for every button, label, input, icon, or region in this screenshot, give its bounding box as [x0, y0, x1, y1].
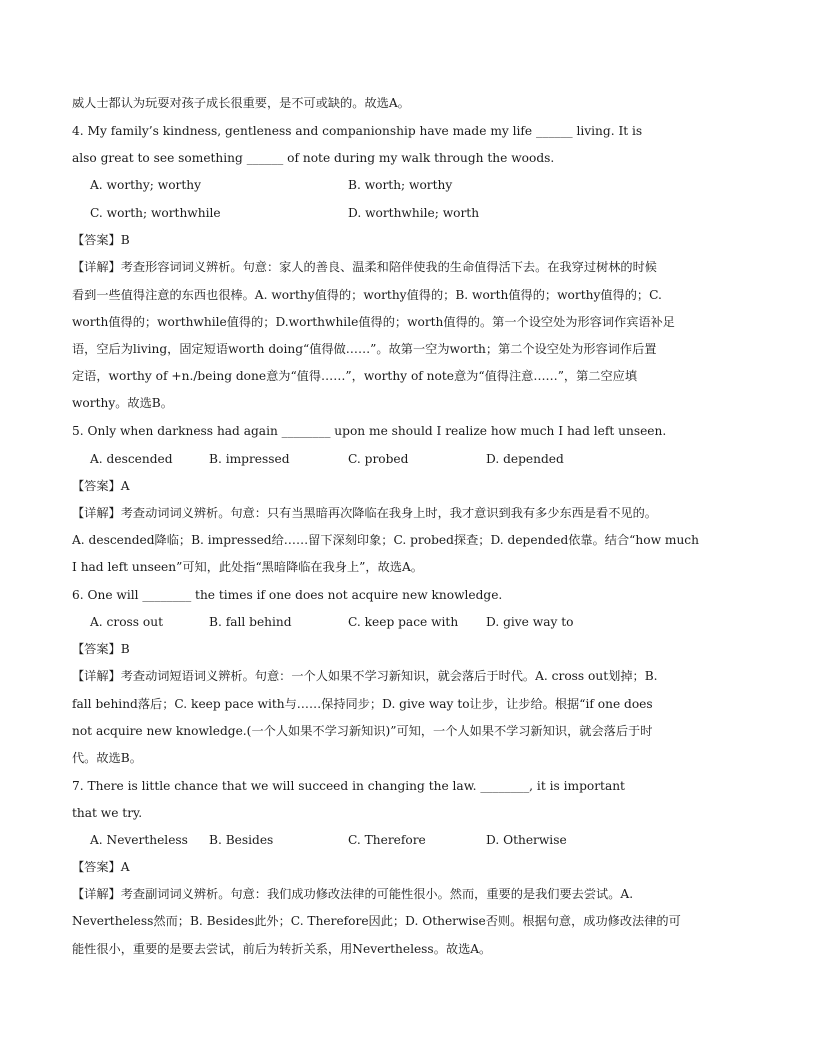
q4-detail-line5: 定语，worthy of +n./being done意为“值得……”，worthy of note意为“值得注意……”，第二空应填	[72, 369, 638, 383]
q6-answer-value: B	[120, 642, 130, 656]
q4-stem-line2: also great to see something ______ of note during my walk through the woods.	[72, 151, 555, 165]
q6-detail-line3: not acquire new knowledge.(一个人如果不学习新知识)”可知，一个人如果不学习新知识，就会落后于时	[72, 724, 653, 738]
q5-answer-value: A	[120, 479, 130, 493]
q6-option-c: C. keep pace with	[348, 615, 459, 629]
q7-stem-line2: that we try.	[72, 806, 143, 820]
q4-stem-line1: 4. My family’s kindness, gentleness and companionship have made my life ______ living. It is	[72, 124, 643, 138]
q6-detail-line2: fall behind落后；C. keep pace with与……保持同步；D. give way to让步，让步给。根据“if one does	[72, 697, 653, 711]
q6-detail-text: 考查动词短语词义辨析。句意：一个人如果不学习新知识，就会落后于时代。A. cross out划掉；B.	[120, 669, 658, 683]
detail-label: 【详解】	[72, 506, 121, 520]
detail-label: 【详解】	[72, 260, 121, 274]
q4-detail-line2: 看到一些值得注意的东西也很棒。A. worthy值得的；worthy值得的；B. worth值得的；worthy值得的；C.	[72, 288, 662, 302]
q7-detail-line2: Nevertheless然而；B. Besides此外；C. Therefore因此；D. Otherwise否则。根据句意，成功修改法律的可	[72, 914, 681, 928]
q4-answer-value: B	[120, 233, 130, 247]
detail-label: 【详解】	[72, 887, 121, 901]
q5-option-d: D. depended	[486, 452, 564, 466]
q6-option-b: B. fall behind	[209, 615, 292, 629]
q4-option-c: C. worth; worthwhile	[90, 206, 221, 220]
q7-detail-text: 考查副词词义辨析。句意：我们成功修改法律的可能性很小。然而，重要的是我们要去尝试。A.	[120, 887, 634, 901]
q4-detail-line3: worth值得的；worthwhile值得的；D.worthwhile值得的；worth值得的。第一个设空处为形容词作宾语补足	[72, 315, 675, 329]
q7-answer	[72, 859, 130, 875]
q6-option-a: A. cross out	[90, 615, 164, 629]
q7-option-a: A. Nevertheless	[90, 833, 188, 847]
intro-text: 威人士都认为玩耍对孩子成长很重要，是不可或缺的。故选A。	[72, 96, 410, 110]
q6-stem-line1: 6. One will ________ the times if one does not acquire new knowledge.	[72, 588, 503, 602]
answer-label: 【答案】	[72, 860, 121, 874]
answer-label: 【答案】	[72, 479, 121, 493]
q5-detail-line3: I had left unseen”可知，此处指“黑暗降临在我身上”，故选A。	[72, 560, 423, 574]
q5-stem-line1: 5. Only when darkness had again ________ upon me should I realize how much I had left unseen.	[72, 424, 667, 438]
q5-detail-line2: A. descended降临；B. impressed给……留下深刻印象；C. probed探查；D. depended依靠。结合“how much	[72, 533, 699, 547]
q5-detail-text: 考查动词词义辨析。句意：只有当黑暗再次降临在我身上时，我才意识到我有多少东西是看不见的。	[120, 506, 657, 520]
answer-label: 【答案】	[72, 233, 121, 247]
q4-option-b: B. worth; worthy	[348, 178, 453, 192]
q5-option-b: B. impressed	[209, 452, 290, 466]
q4-option-a: A. worthy; worthy	[90, 178, 201, 192]
q5-detail-line1	[72, 505, 657, 521]
q6-answer	[72, 641, 130, 657]
q7-option-d: D. Otherwise	[486, 833, 567, 847]
q7-stem-line1: 7. There is little chance that we will succeed in changing the law. ________, it is important	[72, 779, 625, 793]
q5-option-c: C. probed	[348, 452, 409, 466]
q4-option-d: D. worthwhile; worth	[348, 206, 480, 220]
q4-detail-text: 考查形容词词义辨析。句意：家人的善良、温柔和陪伴使我的生命值得活下去。在我穿过树林的时候	[120, 260, 657, 274]
q6-option-d: D. give way to	[486, 615, 574, 629]
q7-answer-value: A	[120, 860, 130, 874]
q7-detail-line3: 能性很小，重要的是要去尝试，前后为转折关系，用Nevertheless。故选A。	[72, 942, 492, 956]
q4-detail-line6: worthy。故选B。	[72, 396, 173, 410]
q5-option-a: A. descended	[90, 452, 173, 466]
q6-detail-line4: 代。故选B。	[72, 751, 142, 765]
answer-label: 【答案】	[72, 642, 121, 656]
q4-detail-line1	[72, 259, 657, 275]
q7-option-c: C. Therefore	[348, 833, 426, 847]
q6-detail-line1	[72, 668, 658, 684]
q4-detail-line4: 语，空后为living，固定短语worth doing“值得做……”。故第一空为worth；第二个设空处为形容词作后置	[72, 342, 657, 356]
q5-answer	[72, 478, 130, 494]
q7-option-b: B. Besides	[209, 833, 274, 847]
detail-label: 【详解】	[72, 669, 121, 683]
q4-answer	[72, 232, 130, 248]
q7-detail-line1	[72, 886, 633, 902]
